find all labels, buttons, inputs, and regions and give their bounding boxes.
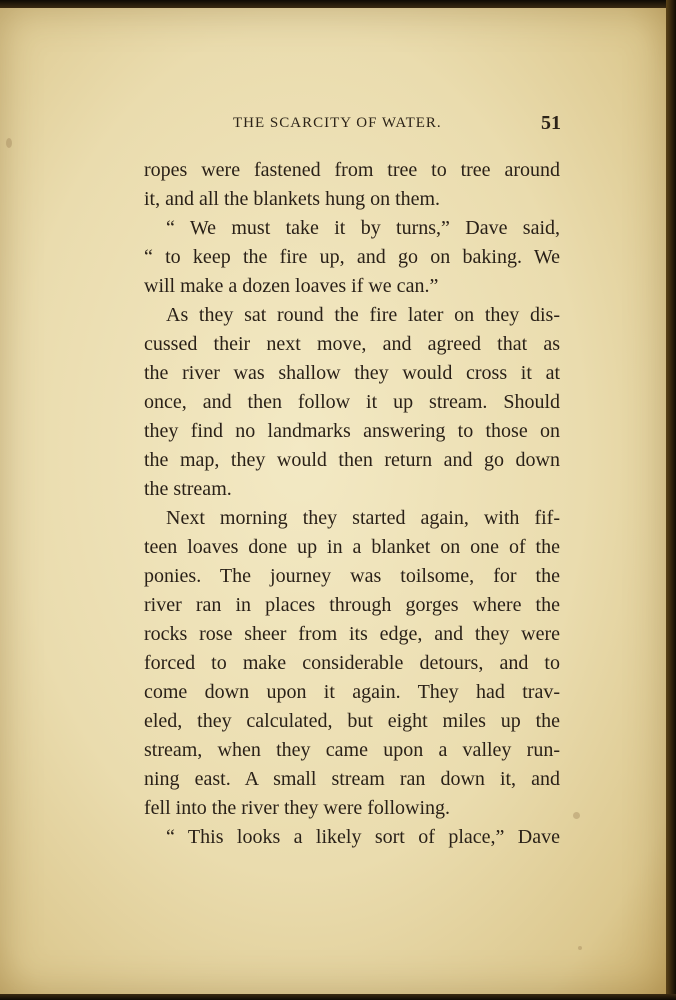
text-line: they find no landmarks answering to those on — [144, 420, 560, 442]
text-line: the stream. — [144, 478, 232, 500]
page-top-edge — [0, 0, 676, 8]
text-line: come down upon it again. They had trav- — [144, 681, 560, 703]
text-line: “ to keep the fire up, and go on baking. We — [144, 246, 560, 268]
text-line: ponies. The journey was toilsome, for the — [144, 565, 560, 587]
text-line: the river was shallow they would cross it at — [144, 362, 560, 384]
text-line: once, and then follow it up stream. Should — [144, 391, 560, 413]
page-right-edge — [666, 0, 676, 1000]
text-line: Next morning they started again, with fif- — [166, 507, 560, 529]
paper-spot — [578, 946, 582, 950]
text-line: rocks rose sheer from its edge, and they were — [144, 623, 560, 645]
text-line: forced to make considerable detours, and to — [144, 652, 560, 674]
text-line: will make a dozen loaves if we can.” — [144, 275, 439, 297]
text-line: “ This looks a likely sort of place,” Dave — [166, 826, 560, 848]
page-number: 51 — [541, 112, 561, 134]
text-line: stream, when they came upon a valley run- — [144, 739, 560, 761]
text-line: “ We must take it by turns,” Dave said, — [166, 217, 560, 239]
text-line: teen loaves done up in a blanket on one of the — [144, 536, 560, 558]
text-line: ning east. A small stream ran down it, and — [144, 768, 560, 790]
text-line: river ran in places through gorges where the — [144, 594, 560, 616]
text-line: the map, they would then return and go down — [144, 449, 560, 471]
text-line: eled, they calculated, but eight miles up the — [144, 710, 560, 732]
text-line: it, and all the blankets hung on them. — [144, 188, 441, 210]
running-head: THE SCARCITY OF WATER. — [233, 115, 442, 131]
text-line: As they sat round the fire later on they dis- — [166, 304, 560, 326]
text-line: ropes were fastened from tree to tree around — [144, 159, 560, 181]
page-bottom-edge — [0, 994, 676, 1000]
text-line: fell into the river they were following. — [144, 797, 451, 819]
body-text — [144, 156, 560, 852]
text-line: cussed their next move, and agreed that as — [144, 333, 560, 355]
book-page — [0, 8, 666, 994]
paper-spot — [573, 812, 580, 819]
paper-spot — [6, 138, 12, 148]
